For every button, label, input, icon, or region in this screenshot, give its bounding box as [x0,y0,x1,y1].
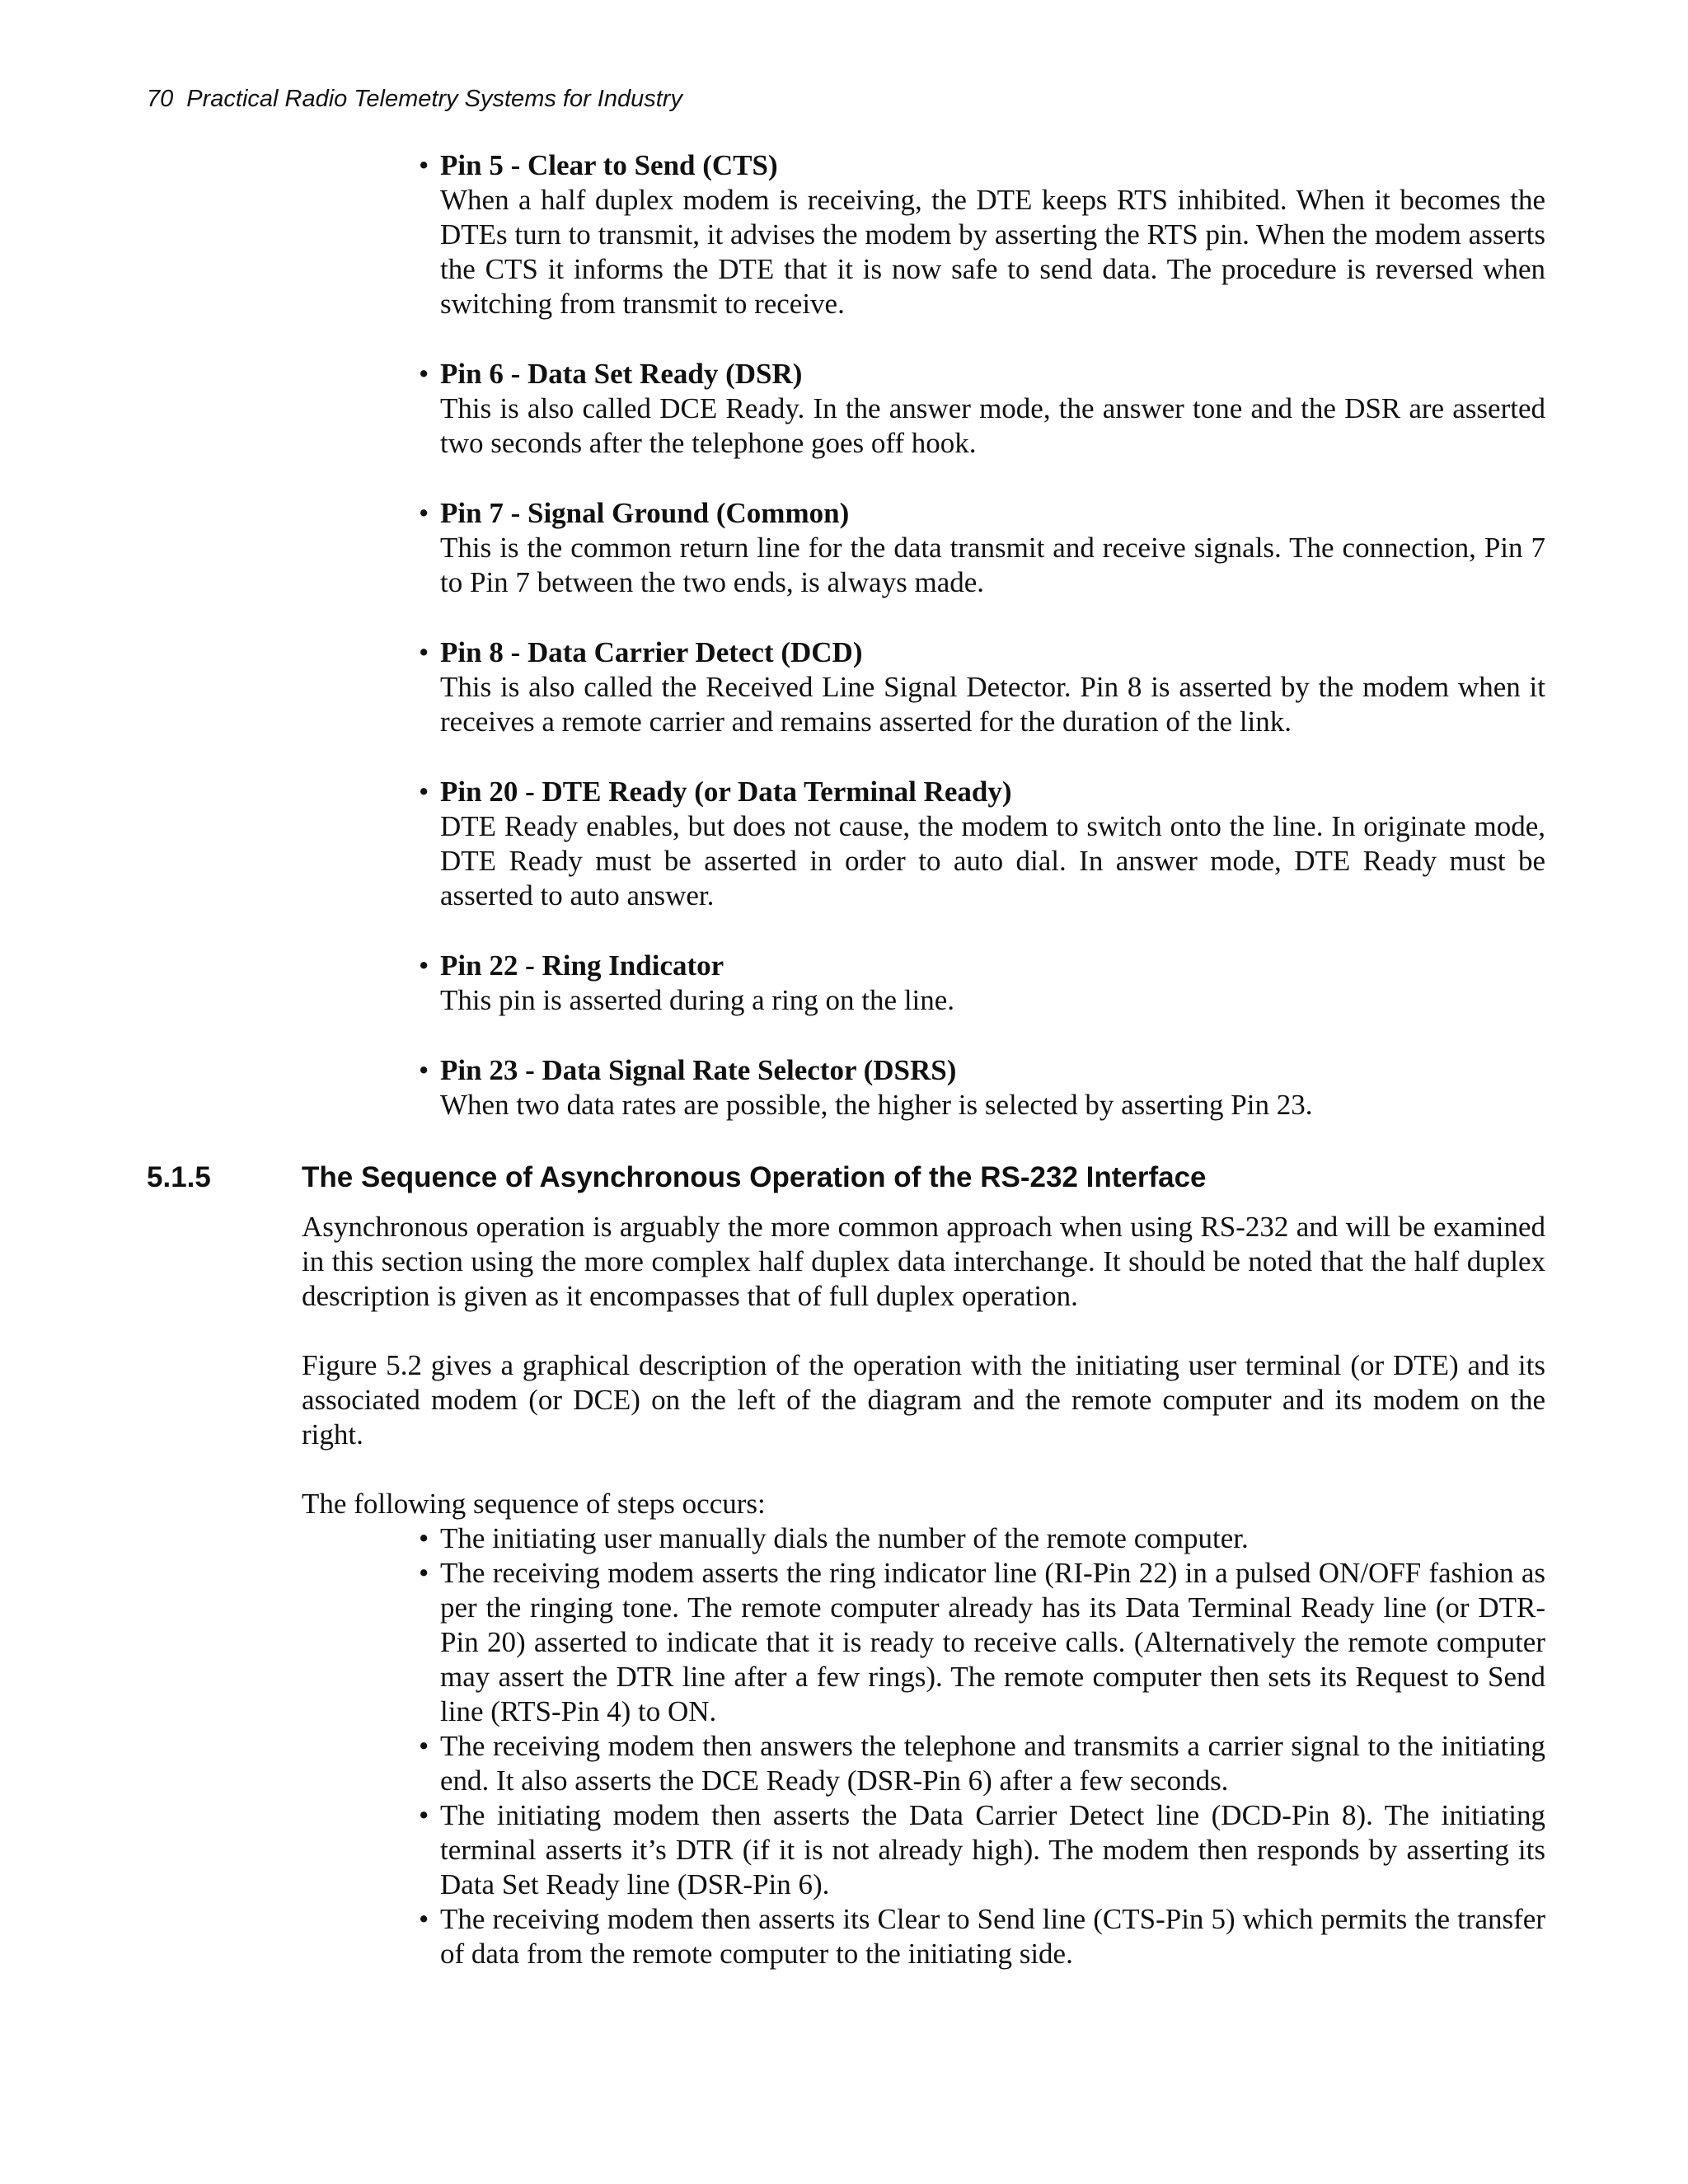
step-text: The initiating modem then asserts the Data Carrier Detect line (DCD-Pin 8). The initiating terminal asserts it’s DTR (if it is not already high). The modem then responds by asserting its Data Set Ready line (DSR-Pin 6). [440,1799,1545,1900]
pin-title: Pin 22 - Ring Indicator [440,949,724,982]
paragraph: Asynchronous operation is arguably the more common approach when using RS-232 and will be examined in this section using the more complex half duplex data interchange. It should be noted that the half duplex description is given as it encompasses that of full duplex operation. [302,1211,1545,1312]
step-text: The receiving modem then answers the telephone and transmits a carrier signal to the initiating end. It also asserts the DCE Ready (DSR-Pin 6) after a few seconds. [440,1730,1545,1797]
section-body [302,1210,1545,1971]
running-header [147,82,682,115]
list-item [419,1798,1545,1902]
pin-description: DTE Ready enables, but does not cause, the modem to switch onto the line. In originate mode, DTE Ready must be asserted in order to auto dial. In answer mode, DTE Ready must be asserted to auto answer. [440,810,1545,912]
pin-title: Pin 6 - Data Set Ready (DSR) [440,358,803,390]
pin-title: Pin 20 - DTE Ready (or Data Terminal Ready) [440,776,1012,808]
bullet-icon: • [419,949,429,982]
steps-list [419,1521,1545,1971]
list-item [419,1556,1545,1729]
bullet-icon: • [419,1522,429,1554]
step-text: The receiving modem asserts the ring indicator line (RI-Pin 22) in a pulsed ON/OFF fashion as per the ringing tone. The remote computer already has its Data Terminal Ready line (or DTR-Pin 20) asserted to indicate that it is ready to receive calls. (Alternatively the remote computer may assert the DTR line after a few rings). The remote computer then sets its Request to Send line (RTS-Pin 4) to ON. [440,1557,1545,1727]
pin-item-20 [419,775,1545,913]
list-item [419,1521,1545,1556]
pin-title: Pin 8 - Data Carrier Detect (DCD) [440,636,863,668]
pin-description: When two data rates are possible, the higher is selected by asserting Pin 23. [440,1089,1313,1121]
pin-item-23 [419,1053,1545,1122]
pin-description: This is also called the Received Line Signal Detector. Pin 8 is asserted by the modem when it receives a remote carrier and remains asserted for the duration of the link. [440,671,1545,738]
pin-title: Pin 23 - Data Signal Rate Selector (DSRS) [440,1054,957,1086]
pin-item-5 [419,148,1545,321]
pin-description: This is the common return line for the data transmit and receive signals. The connection, Pin 7 to Pin 7 between the two ends, is always made. [440,532,1545,598]
section-number: 5.1.5 [147,1161,211,1193]
pin-description: When a half duplex modem is receiving, the DTE keeps RTS inhibited. When it becomes the DTEs turn to transmit, it advises the modem by asserting the RTS pin. When the modem asserts the CTS it informs the DTE that it is now safe to send data. The procedure is reversed when switching from transmit to receive. [440,184,1545,320]
pin-definition-list [419,148,1545,1158]
paragraph: Figure 5.2 gives a graphical description of the operation with the initiating user terminal (or DTE) and its associated modem (or DCE) on the left of the diagram and the remote computer and its modem on the right. [302,1349,1545,1451]
steps-intro: The following sequence of steps occurs: [302,1488,766,1520]
bullet-icon: • [419,1903,429,1935]
running-title: Practical Radio Telemetry Systems for Industry [186,86,682,112]
pin-description: This is also called DCE Ready. In the answer mode, the answer tone and the DSR are asserted two seconds after the telephone goes off hook. [440,392,1545,459]
pin-item-6 [419,357,1545,461]
list-item [419,1902,1545,1971]
bullet-icon: • [419,497,429,529]
step-text: The initiating user manually dials the number of the remote computer. [440,1522,1249,1554]
bullet-icon: • [419,149,429,181]
pin-description: This pin is asserted during a ring on the line. [440,984,955,1016]
bullet-icon: • [419,636,429,668]
list-item [419,1729,1545,1798]
bullet-icon: • [419,1799,429,1831]
pin-title: Pin 5 - Clear to Send (CTS) [440,149,778,181]
section-heading: The Sequence of Asynchronous Operation of the RS-232 Interface [302,1161,1207,1193]
step-text: The receiving modem then asserts its Clear to Send line (CTS-Pin 5) which permits the transfer of data from the remote computer to the initiating side. [440,1903,1545,1970]
bullet-icon: • [419,1054,429,1086]
bullet-icon: • [419,776,429,808]
bullet-icon: • [419,1730,429,1762]
page-number: 70 [147,86,174,112]
pin-item-22 [419,949,1545,1018]
bullet-icon: • [419,1557,429,1589]
pin-item-8 [419,635,1545,739]
pin-item-7 [419,496,1545,600]
pin-title: Pin 7 - Signal Ground (Common) [440,497,850,529]
bullet-icon: • [419,358,429,390]
